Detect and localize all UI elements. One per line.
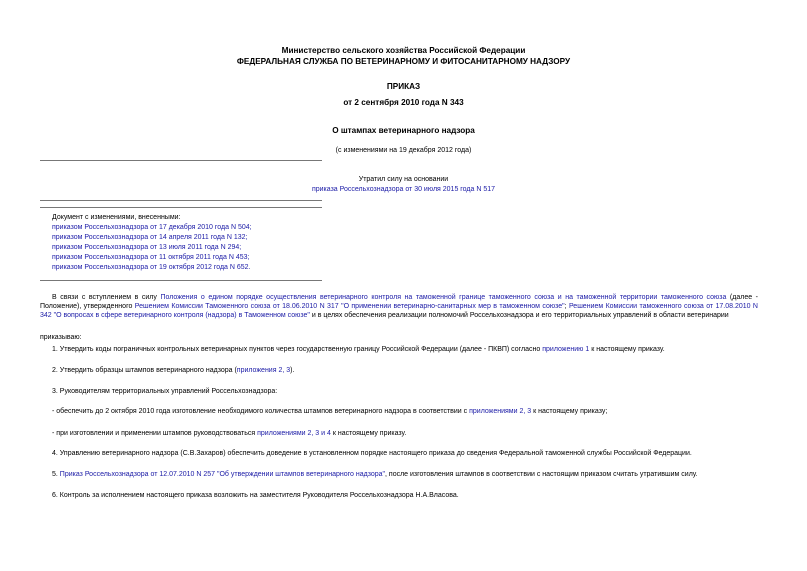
repeal-order-link[interactable]: приказа Россельхознадзора от 30 июля 2015 года N 517 xyxy=(311,186,496,193)
item-4: 4. Управлению ветеринарного надзора (С.В.Захаров) обеспечить доведение в установленном порядке настоящего приказа до сведения Федеральной таможенной службы Российской Федерации. xyxy=(52,450,692,457)
appendix-2-3-link[interactable]: приложения 2, 3 xyxy=(236,367,291,374)
divider xyxy=(40,160,322,161)
status-block xyxy=(0,186,807,195)
item-6: 6. Контроль за исполнением настоящего приказа возложить на заместителя Руководителя Россельхознадзора Н.А.Власова. xyxy=(52,492,459,499)
decision-317-link[interactable]: Решением Комиссии Таможенного союза от 18.06.2010 N 317 "О применении ветеринарно-санитарных мер в таможенном союзе" xyxy=(134,302,565,310)
changes-note: (с изменениями на 19 декабря 2012 года) xyxy=(335,147,472,154)
item-5: 5. Приказ Россельхознадзора от 12.07.2010 N 257 "Об утверждении штампов ветеринарного надзора", после изготовления штампов в соответствии с настоящим приказом считать утратившим силу. xyxy=(52,471,698,478)
amendments-heading: Документ с изменениями, внесенными: xyxy=(52,214,181,221)
order-word: приказываю: xyxy=(40,334,82,341)
item-3b: - при изготовлении и применении штампов руководствоваться приложениями 2, 3 и 4 к настоящему приказу. xyxy=(52,430,407,437)
appendix-1-link[interactable]: приложению 1 xyxy=(542,346,590,353)
divider xyxy=(40,280,322,281)
item-3: 3. Руководителям территориальных управлений Россельхознадзора: xyxy=(52,388,278,395)
divider xyxy=(40,207,322,208)
decision-342-link[interactable]: Решением Комиссии таможенного союза от 17.08.2010 N 342 "О вопросах в сфере ветеринарного контроля (надзора) в Таможенном союзе" xyxy=(40,302,758,319)
status-text: Утратил силу на основании xyxy=(358,176,449,183)
order-257-link[interactable]: Приказ Россельхознадзора от 12.07.2010 N 257 "Об утверждении штампов ветеринарного надзора" xyxy=(59,471,386,478)
intro-paragraph: В связи с вступлением в силу Положения о едином порядке осуществления ветеринарного контроля на таможенной границе таможенного союза и на таможенной территории таможенного союза (далее - Положение), утвержденного Решением Комиссии Таможенного союза от 18.06.2010 N 317 "О применении ветеринарно-санитарных мер в таможенном союзе"; Решением Комиссии таможенного союза от 17.08.2010 N 342 "О вопросах в сфере ветеринарного контроля (надзора) в Таможенном союзе" и в целях обеспечения реализации полномочий Россельхознадзора и его территориальных управлений в области ветеринарии xyxy=(40,294,758,319)
item-1: 1. Утвердить коды пограничных контрольных ветеринарных пунктов через государственную границу Российской Федерации (далее - ПКВП) согласно приложению 1 к настоящему приказу. xyxy=(52,346,665,353)
doc-type: ПРИКАЗ xyxy=(386,82,421,91)
amendment-link[interactable]: приказом Россельхознадзора от 19 октября 2012 года N 652. xyxy=(52,264,251,271)
amendment-link[interactable]: приказом Россельхознадзора от 14 апреля 2011 года N 132; xyxy=(52,234,248,241)
appendix-2-3-4-link[interactable]: приложениями 2, 3 и 4 xyxy=(257,430,331,437)
doc-date: от 2 сентября 2010 года N 343 xyxy=(343,98,464,107)
regulation-link[interactable]: Положения о едином порядке осуществления ветеринарного контроля на таможенной границе таможенного союза и на таможенной территории таможенного союза xyxy=(160,294,727,301)
item-2: 2. Утвердить образцы штампов ветеринарного надзора (приложения 2, 3). xyxy=(52,367,295,374)
ministry-title: Министерство сельского хозяйства Российской Федерации xyxy=(281,46,526,55)
appendix-2-3-link[interactable]: приложениями 2, 3 xyxy=(469,408,532,415)
item-3a: - обеспечить до 2 октября 2010 года изготовление необходимого количества штампов ветеринарного надзора в соответствии с приложениями 2, 3 к настоящему приказу; xyxy=(52,408,608,415)
amendment-link[interactable]: приказом Россельхознадзора от 11 октября 2011 года N 453; xyxy=(52,254,250,261)
divider xyxy=(40,200,322,201)
amendment-link[interactable]: приказом Россельхознадзора от 17 декабря 2010 года N 504; xyxy=(52,224,252,231)
amendment-link[interactable]: приказом Россельхознадзора от 13 июля 2011 года N 294; xyxy=(52,244,242,251)
service-title: ФЕДЕРАЛЬНАЯ СЛУЖБА ПО ВЕТЕРИНАРНОМУ И ФИТОСАНИТАРНОМУ НАДЗОРУ xyxy=(236,57,571,66)
doc-title: О штампах ветеринарного надзора xyxy=(332,126,475,135)
